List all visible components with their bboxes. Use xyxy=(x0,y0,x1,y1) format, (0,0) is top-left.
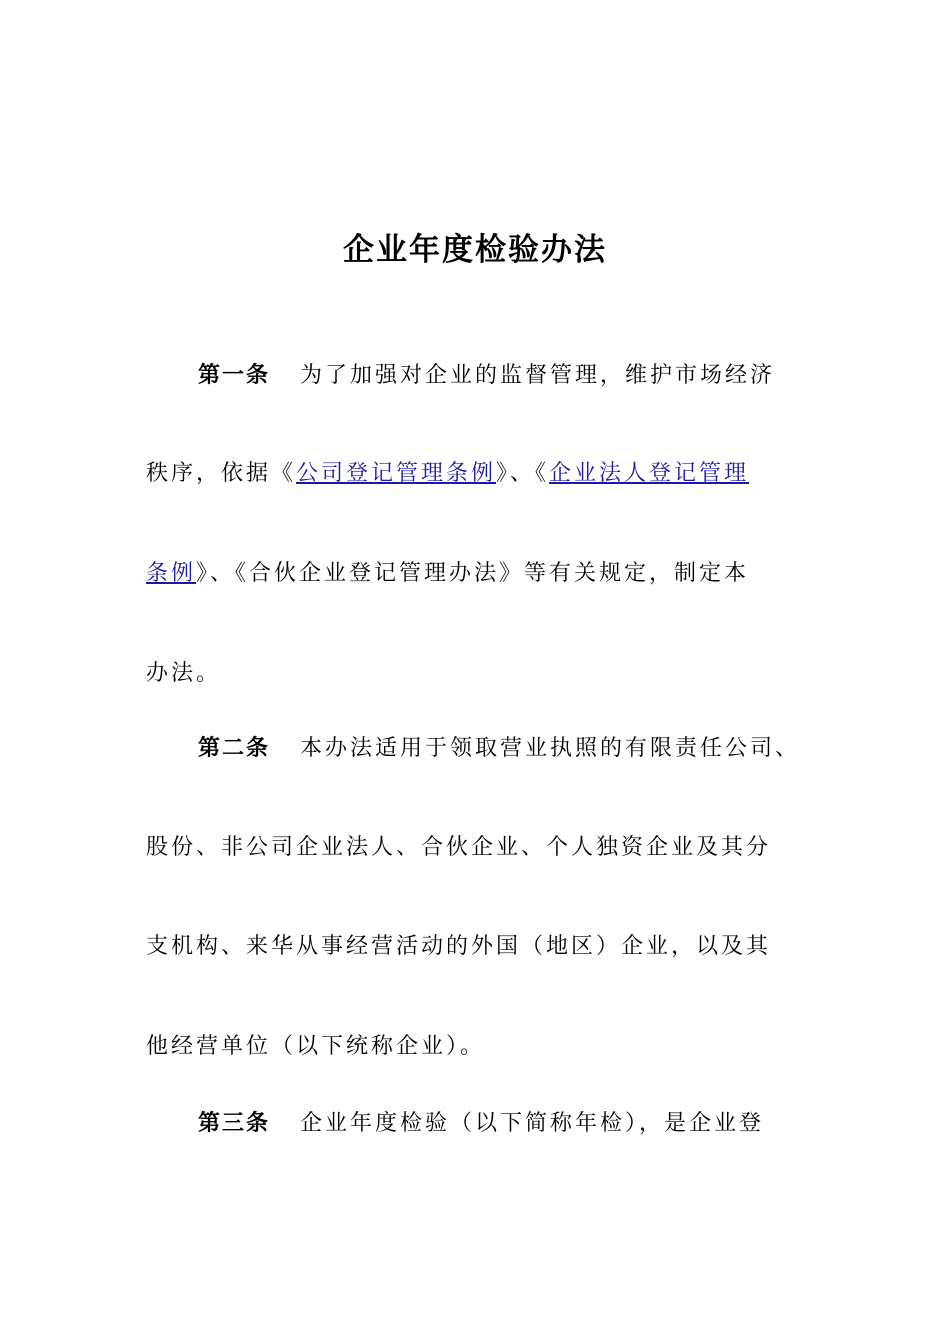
article-2-text-1: 本办法适用于领取营业执照的有限责任公司、 xyxy=(300,736,801,761)
article-2-text-2: 股份、非公司企业法人、合伙企业、个人独资企业及其分 xyxy=(146,835,772,860)
article-3-line-1 xyxy=(198,1106,808,1141)
link-enterprise-legal-person-registration-regulations-cont[interactable]: 条例 xyxy=(146,561,197,586)
document-title: 企业年度检验办法 xyxy=(343,232,607,268)
article-1-line-2 xyxy=(146,457,806,491)
article-1-line-3 xyxy=(146,557,806,591)
article-1-text-4: 办法。 xyxy=(146,661,222,686)
article-2-line-4 xyxy=(146,1030,806,1064)
link-company-registration-regulations[interactable]: 公司登记管理条例 xyxy=(296,461,497,486)
article-1-line-1 xyxy=(198,358,808,393)
article-2-label: 第二条 xyxy=(198,735,271,761)
article-1-label: 第一条 xyxy=(198,362,271,388)
article-2-line-2 xyxy=(146,831,806,865)
article-1-text-2a: 秩序，依据《 xyxy=(146,461,297,486)
article-1-text-2b: 》、《 xyxy=(496,461,550,486)
article-1-text-1: 为了加强对企业的监督管理，维护市场经济 xyxy=(300,363,776,388)
article-1-line-4 xyxy=(146,657,806,691)
article-1-text-3: 》、《合伙企业登记管理办法》等有关规定，制定本 xyxy=(196,561,750,586)
article-2-text-3: 支机构、来华从事经营活动的外国（地区）企业，以及其 xyxy=(146,934,772,959)
article-3-label: 第三条 xyxy=(198,1110,271,1136)
article-2-line-3 xyxy=(146,930,806,964)
article-3-text-1: 企业年度检验（以下简称年检），是企业登 xyxy=(300,1111,765,1136)
article-2-line-1 xyxy=(198,731,808,766)
link-enterprise-legal-person-registration-regulations[interactable]: 企业法人登记管理 xyxy=(549,461,750,486)
article-2-text-4: 他经营单位（以下统称企业）。 xyxy=(146,1034,486,1059)
